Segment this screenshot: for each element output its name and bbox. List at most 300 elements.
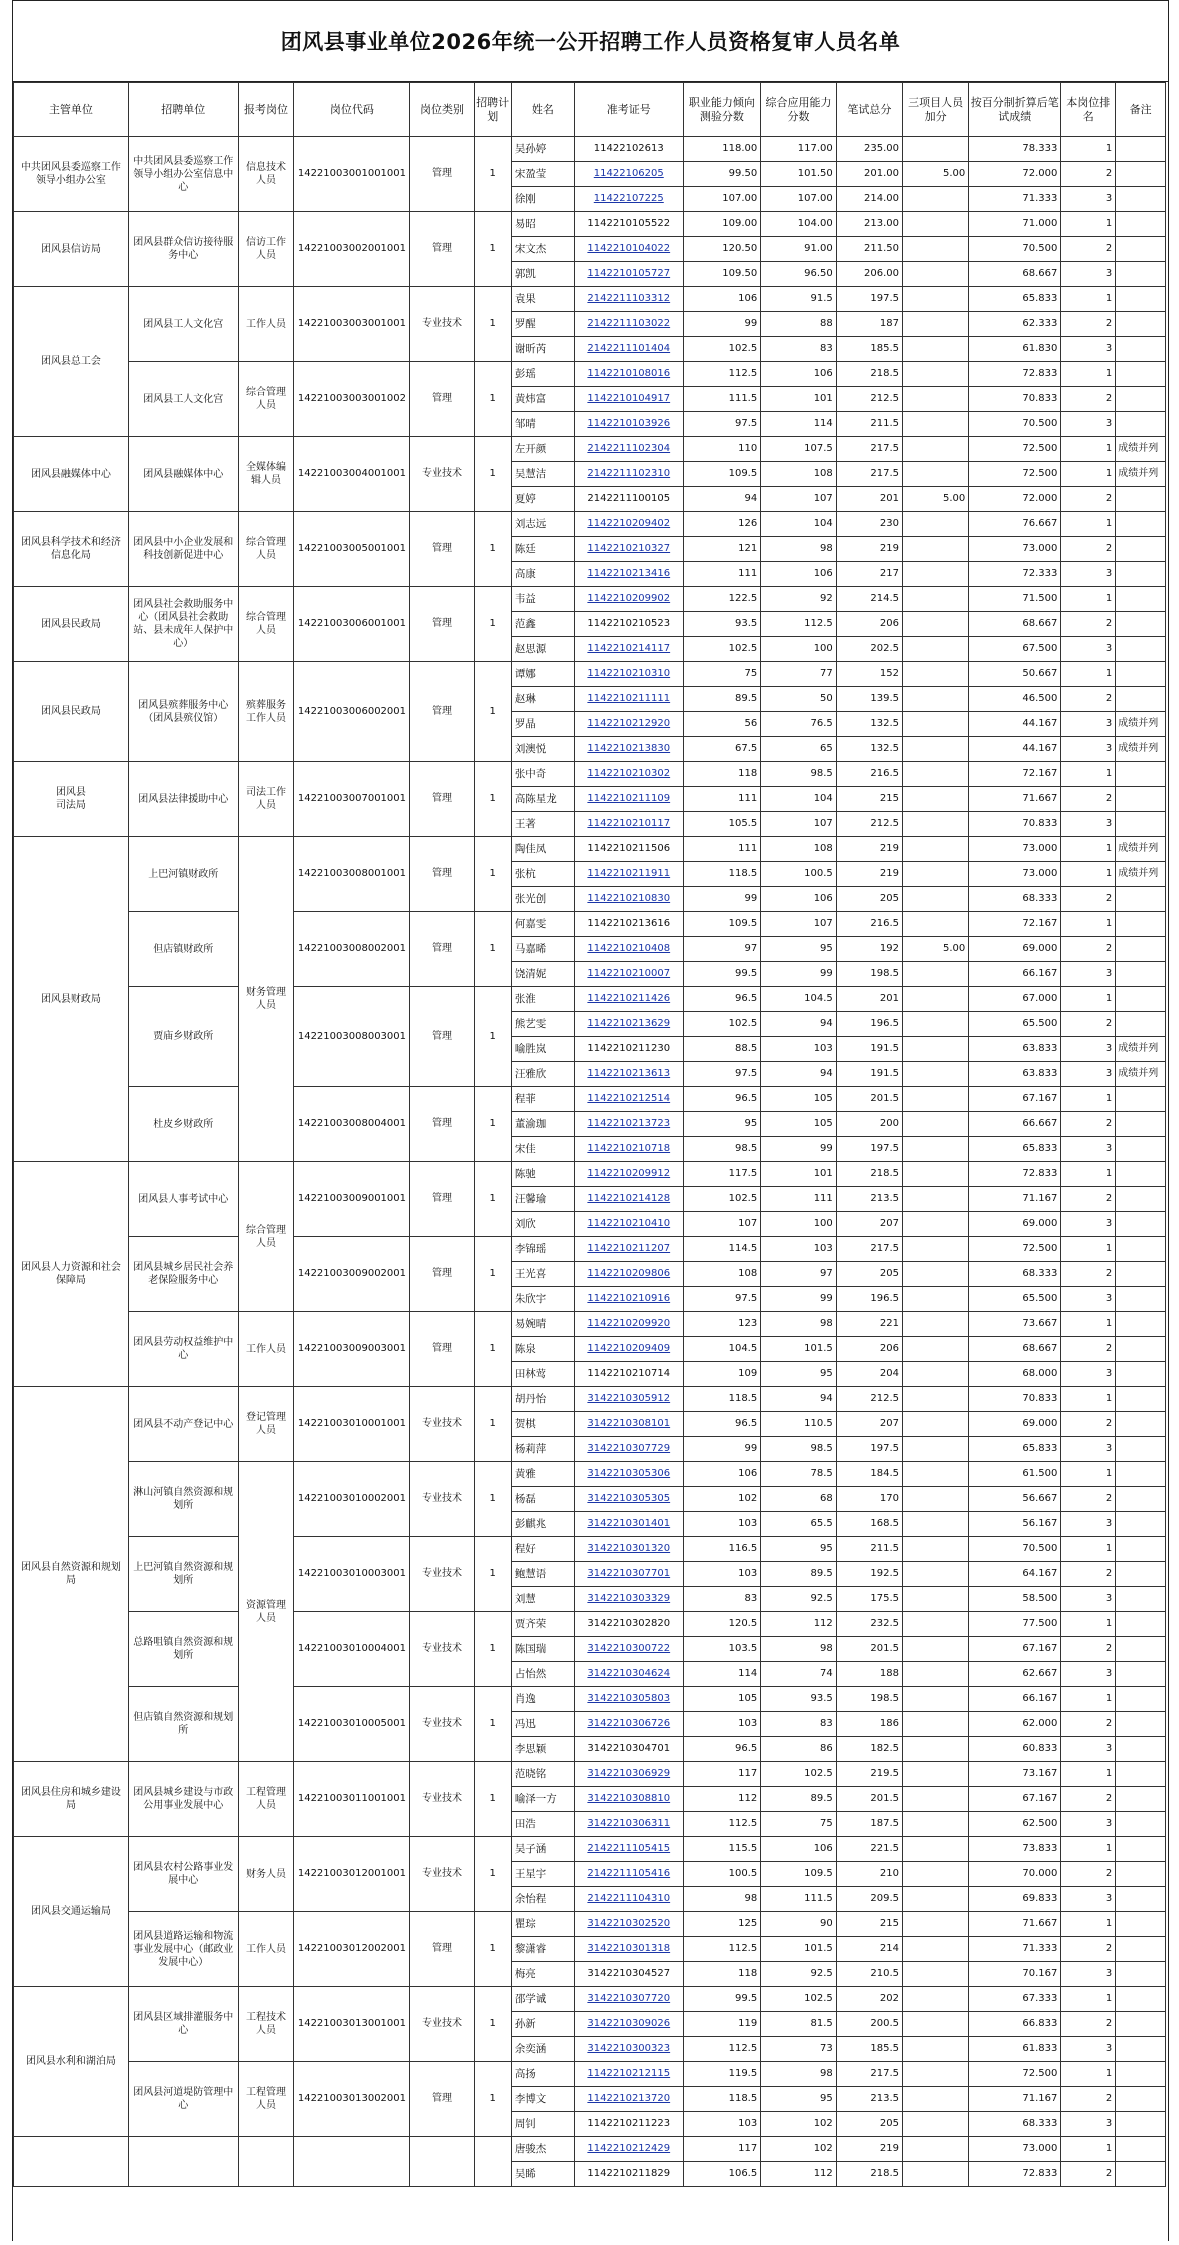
application-score-cell: 108 — [761, 837, 837, 862]
post-cell: 工程管理人员 — [238, 1762, 294, 1837]
converted-score-cell: 50.667 — [969, 662, 1061, 687]
candidate-name-cell: 梅亮 — [511, 1962, 574, 1987]
rank-cell: 1 — [1061, 1387, 1116, 1412]
remark-cell — [1116, 1837, 1166, 1862]
bonus-cell — [903, 1737, 969, 1762]
remark-cell: 成绩并列 — [1116, 712, 1166, 737]
exam-id-cell[interactable]: 1142210214128 — [574, 1187, 683, 1212]
converted-score-cell: 68.333 — [969, 1262, 1061, 1287]
exam-id-cell[interactable]: 2142211104310 — [574, 1887, 683, 1912]
header-cell: 招聘计划 — [474, 83, 511, 137]
exam-id-cell[interactable]: 3142210307720 — [574, 1987, 683, 2012]
header-cell: 本岗位排名 — [1061, 83, 1116, 137]
bonus-cell — [903, 887, 969, 912]
exam-id-cell[interactable]: 3142210306311 — [574, 1812, 683, 1837]
position-code-cell: 14221003009002001 — [294, 1237, 410, 1312]
bonus-cell — [903, 862, 969, 887]
document-page — [12, 0, 1169, 2241]
converted-score-cell: 72.833 — [969, 1162, 1061, 1187]
exam-id-cell[interactable]: 1142210213720 — [574, 2087, 683, 2112]
converted-score-cell: 56.667 — [969, 1487, 1061, 1512]
candidate-name-cell: 周钊 — [511, 2112, 574, 2137]
aptitude-score-cell: 107 — [683, 1212, 761, 1237]
position-category-cell: 专业技术 — [410, 1762, 474, 1837]
converted-score-cell: 67.167 — [969, 1637, 1061, 1662]
bonus-cell — [903, 2162, 969, 2187]
bonus-cell — [903, 262, 969, 287]
recruit-plan-cell: 1 — [474, 1837, 511, 1912]
exam-id-cell[interactable]: 11422107225 — [574, 187, 683, 212]
exam-id-cell[interactable]: 3142210301318 — [574, 1937, 683, 1962]
exam-id-cell[interactable]: 1142210104917 — [574, 387, 683, 412]
table-row — [14, 1462, 1166, 1487]
candidate-name-cell: 吴睎 — [511, 2162, 574, 2187]
remark-cell — [1116, 1862, 1166, 1887]
post-cell — [238, 2137, 294, 2187]
exam-id-cell: 1142210210714 — [574, 1362, 683, 1387]
converted-score-cell: 77.500 — [969, 1612, 1061, 1637]
aptitude-score-cell: 118.5 — [683, 862, 761, 887]
exam-id-cell[interactable]: 1142210210830 — [574, 887, 683, 912]
bonus-cell — [903, 687, 969, 712]
remark-cell — [1116, 1337, 1166, 1362]
written-total-cell: 200.5 — [836, 2012, 902, 2037]
exam-id-cell[interactable]: 1142210108016 — [574, 362, 683, 387]
candidate-name-cell: 余奕涵 — [511, 2037, 574, 2062]
rank-cell: 2 — [1061, 1012, 1116, 1037]
header-cell: 职业能力倾向测验分数 — [683, 83, 761, 137]
exam-id-cell[interactable]: 3142210307729 — [574, 1437, 683, 1462]
candidate-name-cell: 陈国瑞 — [511, 1637, 574, 1662]
aptitude-score-cell: 106.5 — [683, 2162, 761, 2187]
application-score-cell: 101 — [761, 1162, 837, 1187]
converted-score-cell: 62.000 — [969, 1712, 1061, 1737]
candidate-name-cell: 胡丹怡 — [511, 1387, 574, 1412]
position-code-cell: 14221003012001001 — [294, 1837, 410, 1912]
rank-cell: 1 — [1061, 1912, 1116, 1937]
position-code-cell: 14221003006002001 — [294, 662, 410, 762]
post-cell: 综合管理人员 — [238, 512, 294, 587]
header-cell: 岗位类别 — [410, 83, 474, 137]
remark-cell — [1116, 1687, 1166, 1712]
agency-cell: 团风县总工会 — [14, 287, 129, 437]
position-code-cell — [294, 2137, 410, 2187]
written-total-cell: 175.5 — [836, 1587, 902, 1612]
post-cell: 工程技术人员 — [238, 1987, 294, 2062]
remark-cell: 成绩并列 — [1116, 862, 1166, 887]
exam-id-cell[interactable]: 1142210214117 — [574, 637, 683, 662]
written-total-cell: 206 — [836, 1337, 902, 1362]
aptitude-score-cell: 99.5 — [683, 1987, 761, 2012]
exam-id-cell[interactable]: 1142210212429 — [574, 2137, 683, 2162]
exam-id-cell[interactable]: 3142210306929 — [574, 1762, 683, 1787]
exam-id-cell[interactable]: 1142210212920 — [574, 712, 683, 737]
exam-id-cell[interactable]: 3142210308810 — [574, 1787, 683, 1812]
aptitude-score-cell: 105.5 — [683, 812, 761, 837]
position-code-cell: 14221003010003001 — [294, 1537, 410, 1612]
candidate-name-cell: 夏婷 — [511, 487, 574, 512]
written-total-cell: 197.5 — [836, 287, 902, 312]
bonus-cell — [903, 1512, 969, 1537]
rank-cell: 2 — [1061, 1637, 1116, 1662]
candidate-name-cell: 田浩 — [511, 1812, 574, 1837]
candidate-name-cell: 刘志远 — [511, 512, 574, 537]
bonus-cell — [903, 212, 969, 237]
exam-id-cell[interactable]: 3142210301320 — [574, 1537, 683, 1562]
application-score-cell: 78.5 — [761, 1462, 837, 1487]
exam-id-cell[interactable]: 1142210212514 — [574, 1087, 683, 1112]
table-row — [14, 1312, 1166, 1337]
rank-cell: 2 — [1061, 1712, 1116, 1737]
remark-cell — [1116, 1962, 1166, 1987]
exam-id-cell[interactable]: 1142210213723 — [574, 1112, 683, 1137]
table-row — [14, 987, 1166, 1012]
exam-id-cell[interactable]: 1142210210310 — [574, 662, 683, 687]
table-body — [14, 137, 1166, 2187]
exam-id-cell[interactable]: 1142210211426 — [574, 987, 683, 1012]
rank-cell: 3 — [1061, 1587, 1116, 1612]
post-cell: 工程管理人员 — [238, 2062, 294, 2137]
bonus-cell — [903, 587, 969, 612]
application-score-cell: 77 — [761, 662, 837, 687]
aptitude-score-cell: 111 — [683, 787, 761, 812]
application-score-cell: 65.5 — [761, 1512, 837, 1537]
exam-id-cell: 3142210302820 — [574, 1612, 683, 1637]
candidate-name-cell: 田林莺 — [511, 1362, 574, 1387]
header-cell: 准考证号 — [574, 83, 683, 137]
table-row — [14, 1837, 1166, 1862]
remark-cell — [1116, 312, 1166, 337]
aptitude-score-cell: 105 — [683, 1687, 761, 1712]
exam-id-cell[interactable]: 3142210307701 — [574, 1562, 683, 1587]
converted-score-cell: 67.167 — [969, 1787, 1061, 1812]
written-total-cell: 213.5 — [836, 1187, 902, 1212]
exam-id-cell[interactable]: 3142210309026 — [574, 2012, 683, 2037]
exam-id-cell[interactable]: 1142210213830 — [574, 737, 683, 762]
table-row — [14, 2062, 1166, 2087]
application-score-cell: 104 — [761, 787, 837, 812]
header-cell: 笔试总分 — [836, 83, 902, 137]
converted-score-cell: 46.500 — [969, 687, 1061, 712]
aptitude-score-cell: 109.5 — [683, 912, 761, 937]
exam-id-cell[interactable]: 1142210210327 — [574, 537, 683, 562]
application-score-cell: 92.5 — [761, 1587, 837, 1612]
exam-id-cell[interactable]: 3142210305305 — [574, 1487, 683, 1512]
exam-id-cell[interactable]: 1142210210408 — [574, 937, 683, 962]
candidate-name-cell: 贺棋 — [511, 1412, 574, 1437]
exam-id-cell[interactable]: 1142210213613 — [574, 1062, 683, 1087]
remark-cell — [1116, 1737, 1166, 1762]
remark-cell — [1116, 1087, 1166, 1112]
table-row — [14, 912, 1166, 937]
converted-score-cell: 69.000 — [969, 1412, 1061, 1437]
aptitude-score-cell: 126 — [683, 512, 761, 537]
application-score-cell: 107.5 — [761, 437, 837, 462]
converted-score-cell: 64.167 — [969, 1562, 1061, 1587]
aptitude-score-cell: 109.50 — [683, 262, 761, 287]
aptitude-score-cell: 107.00 — [683, 187, 761, 212]
recruit-plan-cell: 1 — [474, 287, 511, 362]
aptitude-score-cell: 103.5 — [683, 1637, 761, 1662]
unit-cell: 团风县城乡建设与市政公用事业发展中心 — [128, 1762, 238, 1837]
exam-id-cell[interactable]: 1142210103926 — [574, 412, 683, 437]
written-total-cell: 215 — [836, 1912, 902, 1937]
exam-id-cell[interactable]: 1142210213629 — [574, 1012, 683, 1037]
aptitude-score-cell: 67.5 — [683, 737, 761, 762]
agency-cell: 团风县民政局 — [14, 587, 129, 662]
remark-cell — [1116, 612, 1166, 637]
converted-score-cell: 68.667 — [969, 1337, 1061, 1362]
position-code-cell: 14221003013001001 — [294, 1987, 410, 2062]
remark-cell — [1116, 362, 1166, 387]
application-score-cell: 76.5 — [761, 712, 837, 737]
exam-id-cell[interactable]: 1142210210916 — [574, 1287, 683, 1312]
written-total-cell: 201 — [836, 987, 902, 1012]
application-score-cell: 112 — [761, 2162, 837, 2187]
remark-cell — [1116, 1187, 1166, 1212]
written-total-cell: 210.5 — [836, 1962, 902, 1987]
remark-cell — [1116, 2162, 1166, 2187]
rank-cell: 3 — [1061, 1362, 1116, 1387]
remark-cell — [1116, 487, 1166, 512]
position-code-cell: 14221003010002001 — [294, 1462, 410, 1537]
bonus-cell — [903, 1962, 969, 1987]
exam-id-cell[interactable]: 2142211102304 — [574, 437, 683, 462]
aptitude-score-cell: 93.5 — [683, 612, 761, 637]
aptitude-score-cell: 103 — [683, 1712, 761, 1737]
exam-id-cell[interactable]: 11422106205 — [574, 162, 683, 187]
application-score-cell: 50 — [761, 687, 837, 712]
exam-id-cell[interactable]: 2142211102310 — [574, 462, 683, 487]
post-cell: 综合管理人员 — [238, 1162, 294, 1312]
position-category-cell: 专业技术 — [410, 437, 474, 512]
written-total-cell: 219 — [836, 537, 902, 562]
application-score-cell: 111.5 — [761, 1887, 837, 1912]
candidate-name-cell: 徐刚 — [511, 187, 574, 212]
remark-cell — [1116, 1387, 1166, 1412]
position-category-cell: 管理 — [410, 1087, 474, 1162]
written-total-cell: 211.5 — [836, 412, 902, 437]
bonus-cell — [903, 1612, 969, 1637]
written-total-cell: 182.5 — [836, 1737, 902, 1762]
converted-score-cell: 70.000 — [969, 1862, 1061, 1887]
aptitude-score-cell: 97 — [683, 937, 761, 962]
aptitude-score-cell: 88.5 — [683, 1037, 761, 1062]
aptitude-score-cell: 109.00 — [683, 212, 761, 237]
remark-cell — [1116, 1462, 1166, 1487]
exam-id-cell[interactable]: 3142210306726 — [574, 1712, 683, 1737]
exam-id-cell[interactable]: 1142210209902 — [574, 587, 683, 612]
application-score-cell: 92.5 — [761, 1962, 837, 1987]
exam-id-cell[interactable]: 2142211105415 — [574, 1837, 683, 1862]
remark-cell — [1116, 1437, 1166, 1462]
exam-id-cell[interactable]: 1142210210302 — [574, 762, 683, 787]
exam-id-cell[interactable]: 1142210211911 — [574, 862, 683, 887]
rank-cell: 1 — [1061, 1612, 1116, 1637]
aptitude-score-cell: 96.5 — [683, 1412, 761, 1437]
written-total-cell: 211.50 — [836, 237, 902, 262]
aptitude-score-cell: 99.5 — [683, 962, 761, 987]
exam-id-cell[interactable]: 3142210304624 — [574, 1662, 683, 1687]
application-score-cell: 81.5 — [761, 2012, 837, 2037]
exam-id-cell[interactable]: 3142210308101 — [574, 1412, 683, 1437]
application-score-cell: 102.5 — [761, 1762, 837, 1787]
aptitude-score-cell: 112.5 — [683, 2037, 761, 2062]
table-row — [14, 137, 1166, 162]
bonus-cell: 5.00 — [903, 487, 969, 512]
remark-cell — [1116, 537, 1166, 562]
aptitude-score-cell: 118.5 — [683, 2087, 761, 2112]
application-score-cell: 97 — [761, 1262, 837, 1287]
rank-cell: 1 — [1061, 512, 1116, 537]
candidate-name-cell: 范晓铭 — [511, 1762, 574, 1787]
exam-id-cell[interactable]: 1142210211207 — [574, 1237, 683, 1262]
aptitude-score-cell: 103 — [683, 1512, 761, 1537]
post-cell: 殡葬服务工作人员 — [238, 662, 294, 762]
rank-cell: 3 — [1061, 1812, 1116, 1837]
exam-id-cell[interactable]: 1142210211111 — [574, 687, 683, 712]
written-total-cell: 198.5 — [836, 962, 902, 987]
exam-id-cell[interactable]: 2142211105416 — [574, 1862, 683, 1887]
remark-cell — [1116, 1137, 1166, 1162]
exam-id-cell[interactable]: 3142210303329 — [574, 1587, 683, 1612]
recruit-plan-cell: 1 — [474, 1987, 511, 2062]
rank-cell: 3 — [1061, 1437, 1116, 1462]
converted-score-cell: 72.000 — [969, 162, 1061, 187]
exam-id-cell[interactable]: 1142210209409 — [574, 1337, 683, 1362]
bonus-cell — [903, 437, 969, 462]
application-score-cell: 114 — [761, 412, 837, 437]
exam-id-cell[interactable]: 2142211103022 — [574, 312, 683, 337]
remark-cell — [1116, 1912, 1166, 1937]
unit-cell: 团风县农村公路事业发展中心 — [128, 1837, 238, 1912]
remark-cell: 成绩并列 — [1116, 1062, 1166, 1087]
exam-id-cell[interactable]: 3142210305306 — [574, 1462, 683, 1487]
application-score-cell: 112 — [761, 1612, 837, 1637]
table-row — [14, 1687, 1166, 1712]
rank-cell: 2 — [1061, 237, 1116, 262]
remark-cell — [1116, 512, 1166, 537]
table-row — [14, 512, 1166, 537]
written-total-cell: 188 — [836, 1662, 902, 1687]
remark-cell — [1116, 562, 1166, 587]
converted-score-cell: 70.500 — [969, 1537, 1061, 1562]
exam-id-cell[interactable]: 3142210301401 — [574, 1512, 683, 1537]
exam-id-cell: 1142210211223 — [574, 2112, 683, 2137]
exam-id-cell[interactable]: 1142210209806 — [574, 1262, 683, 1287]
exam-id-cell[interactable]: 3142210305803 — [574, 1687, 683, 1712]
exam-id-cell[interactable]: 1142210209920 — [574, 1312, 683, 1337]
exam-id-cell[interactable]: 1142210212115 — [574, 2062, 683, 2087]
exam-id-cell[interactable]: 1142210104022 — [574, 237, 683, 262]
aptitude-score-cell: 118.5 — [683, 1387, 761, 1412]
exam-id-cell[interactable]: 3142210305912 — [574, 1387, 683, 1412]
bonus-cell — [903, 737, 969, 762]
exam-id-cell[interactable]: 1142210210007 — [574, 962, 683, 987]
candidate-name-cell: 余怡程 — [511, 1887, 574, 1912]
exam-id-cell[interactable]: 1142210209912 — [574, 1162, 683, 1187]
exam-id-cell[interactable]: 3142210300323 — [574, 2037, 683, 2062]
exam-id-cell[interactable]: 1142210209402 — [574, 512, 683, 537]
exam-id-cell[interactable]: 1142210210410 — [574, 1212, 683, 1237]
exam-id-cell[interactable]: 1142210211109 — [574, 787, 683, 812]
aptitude-score-cell: 102.5 — [683, 337, 761, 362]
application-score-cell: 103 — [761, 1237, 837, 1262]
aptitude-score-cell: 115.5 — [683, 1837, 761, 1862]
candidate-table — [13, 82, 1166, 2187]
converted-score-cell: 72.333 — [969, 562, 1061, 587]
bonus-cell — [903, 1312, 969, 1337]
exam-id-cell[interactable]: 3142210300722 — [574, 1637, 683, 1662]
unit-cell: 杜皮乡财政所 — [128, 1087, 238, 1162]
rank-cell: 3 — [1061, 337, 1116, 362]
aptitude-score-cell: 100.5 — [683, 1862, 761, 1887]
aptitude-score-cell: 98 — [683, 1887, 761, 1912]
recruit-plan-cell: 1 — [474, 137, 511, 212]
exam-id-cell[interactable]: 1142210210117 — [574, 812, 683, 837]
header-cell: 按百分制折算后笔试成绩 — [969, 83, 1061, 137]
remark-cell — [1116, 1262, 1166, 1287]
unit-cell: 团风县河道堤防管理中心 — [128, 2062, 238, 2137]
application-score-cell: 99 — [761, 1287, 837, 1312]
table-row — [14, 762, 1166, 787]
remark-cell: 成绩并列 — [1116, 737, 1166, 762]
written-total-cell: 197.5 — [836, 1437, 902, 1462]
rank-cell: 1 — [1061, 1537, 1116, 1562]
candidate-name-cell: 张杭 — [511, 862, 574, 887]
rank-cell: 3 — [1061, 1212, 1116, 1237]
table-row — [14, 212, 1166, 237]
remark-cell — [1116, 1987, 1166, 2012]
bonus-cell — [903, 462, 969, 487]
exam-id-cell[interactable]: 2142211103312 — [574, 287, 683, 312]
written-total-cell: 192.5 — [836, 1562, 902, 1587]
remark-cell — [1116, 812, 1166, 837]
application-score-cell: 73 — [761, 2037, 837, 2062]
aptitude-score-cell: 120.5 — [683, 1612, 761, 1637]
exam-id-cell[interactable]: 1142210105727 — [574, 262, 683, 287]
written-total-cell: 201.5 — [836, 1637, 902, 1662]
rank-cell: 3 — [1061, 2112, 1116, 2137]
exam-id-cell[interactable]: 2142211101404 — [574, 337, 683, 362]
application-score-cell: 105 — [761, 1112, 837, 1137]
candidate-name-cell: 黄雅 — [511, 1462, 574, 1487]
candidate-name-cell: 张淮 — [511, 987, 574, 1012]
exam-id-cell[interactable]: 1142210210718 — [574, 1137, 683, 1162]
exam-id-cell[interactable]: 3142210302520 — [574, 1912, 683, 1937]
bonus-cell — [903, 1212, 969, 1237]
remark-cell — [1116, 687, 1166, 712]
remark-cell: 成绩并列 — [1116, 837, 1166, 862]
bonus-cell — [903, 2062, 969, 2087]
aptitude-score-cell: 109 — [683, 1362, 761, 1387]
application-score-cell: 102.5 — [761, 1987, 837, 2012]
remark-cell — [1116, 1237, 1166, 1262]
exam-id-cell[interactable]: 1142210213416 — [574, 562, 683, 587]
candidate-name-cell: 易婉晴 — [511, 1312, 574, 1337]
converted-score-cell: 71.333 — [969, 1937, 1061, 1962]
position-category-cell: 专业技术 — [410, 287, 474, 362]
position-category-cell: 专业技术 — [410, 1612, 474, 1687]
position-category-cell: 专业技术 — [410, 1687, 474, 1762]
position-category-cell: 管理 — [410, 587, 474, 662]
bonus-cell — [903, 1137, 969, 1162]
aptitude-score-cell: 108 — [683, 1262, 761, 1287]
written-total-cell: 221 — [836, 1312, 902, 1337]
bonus-cell — [903, 387, 969, 412]
remark-cell — [1116, 187, 1166, 212]
application-score-cell: 104.5 — [761, 987, 837, 1012]
